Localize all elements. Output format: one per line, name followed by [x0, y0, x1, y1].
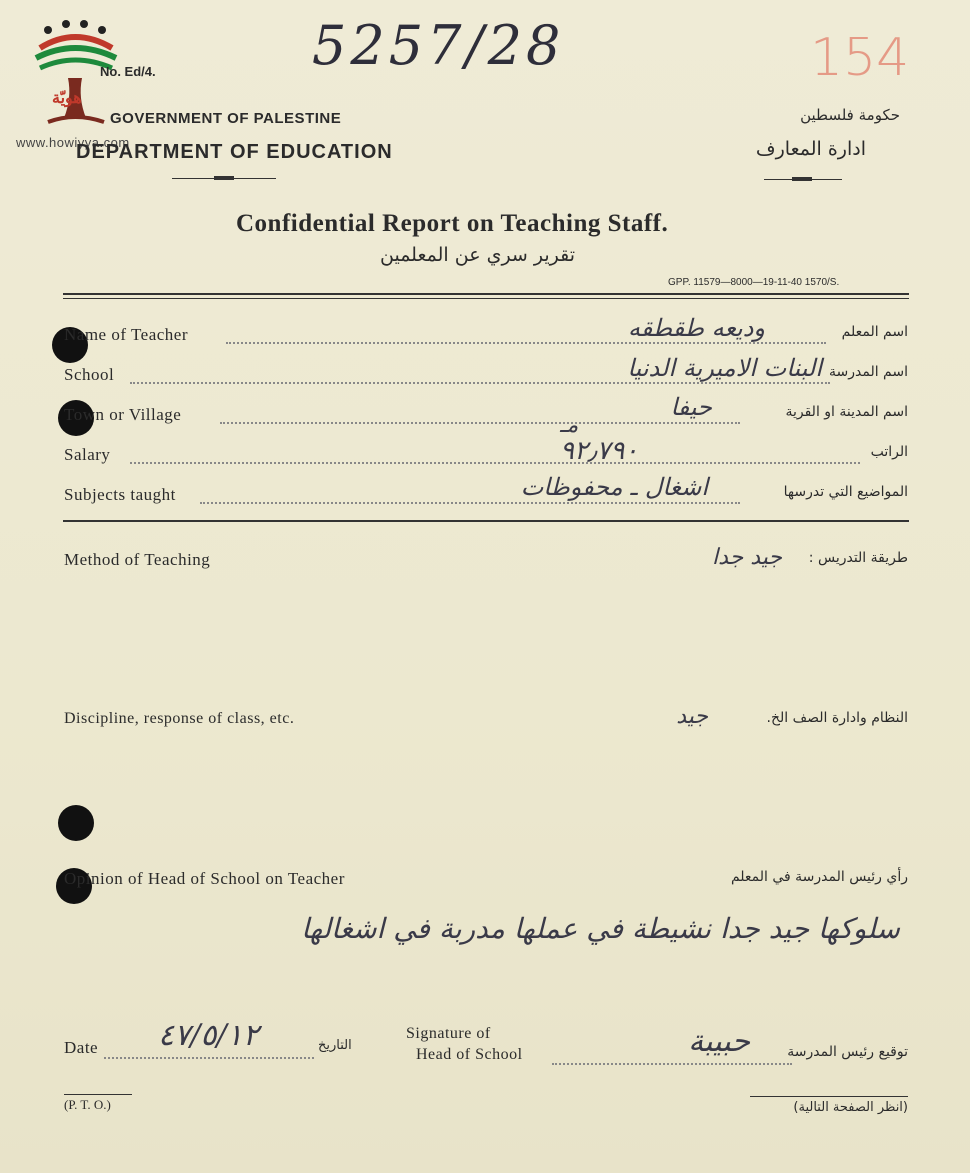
section-label-en: Discipline, response of class, etc.: [64, 710, 295, 727]
field-value: البنات الاميرية الدنيا: [627, 354, 822, 382]
file-number: 5257/28: [312, 14, 565, 77]
field-label-en: Name of Teacher: [64, 325, 188, 344]
fields-bottom-rule: [63, 520, 909, 522]
top-double-rule-1: [63, 293, 909, 295]
field-value: اشغال ـ محفوظات: [520, 473, 708, 501]
field-label-ar: المواضيع التي تدرسها: [783, 484, 908, 500]
field-label-ar: اسم المعلم: [841, 324, 908, 340]
field-label-en: School: [64, 365, 115, 384]
field-dots: [200, 502, 740, 504]
section-value: جيد جدا: [711, 545, 782, 570]
field-label-en: Town or Village: [64, 405, 182, 424]
department-title-ar: ادارة المعارف: [755, 138, 866, 160]
government-title-en: GOVERNMENT OF PALESTINE: [110, 110, 342, 127]
print-code: GPP. 11579—8000—19-11-40 1570/S.: [668, 277, 840, 288]
watermark-url: www.howiyya.com: [16, 135, 130, 150]
section-label-en: Opinion of Head of School on Teacher: [64, 869, 345, 888]
signature-label-ar: توقيع رئيس المدرسة: [787, 1044, 908, 1060]
field-value: وديعه طقطقه: [628, 314, 765, 342]
pto-en: (P. T. O.): [64, 1097, 111, 1112]
pto-rule-right: [750, 1096, 908, 1097]
section-label-ar: رأي رئيس المدرسة في المعلم: [730, 869, 908, 885]
section-label-ar: النظام وادارة الصف الخ.: [766, 710, 908, 726]
watermark-logo-text: هويّة: [52, 90, 82, 107]
page-number: 154: [810, 28, 910, 88]
department-title-en: DEPARTMENT OF EDUCATION: [76, 141, 393, 163]
report-title-ar: تقرير سري عن المعلمين: [380, 244, 576, 266]
signature-label-en-2: Head of School: [416, 1046, 523, 1063]
salary-note: مـ: [560, 413, 579, 438]
section-value: جيد: [676, 704, 708, 729]
field-dots: [220, 422, 740, 424]
section-label-ar: طريقة التدريس :: [808, 550, 908, 566]
field-dots: [226, 342, 826, 344]
pto-ar: (انظر الصفحة التالية): [793, 1100, 908, 1115]
date-label-ar: التاريخ: [318, 1038, 352, 1053]
government-title-ar: حكومة فلسطين: [800, 106, 900, 124]
field-label-ar: اسم المدرسة: [829, 364, 908, 380]
signature-dots: [552, 1063, 792, 1065]
date-dots: [104, 1057, 314, 1059]
punch-hole-3: [58, 805, 94, 841]
date-value: ٤٧/٥/١٢: [158, 1018, 259, 1053]
field-label-en: Subjects taught: [64, 485, 176, 504]
header-rule-right-bold: [792, 177, 812, 181]
field-label-ar: الراتب: [870, 444, 908, 460]
report-title-en: Confidential Report on Teaching Staff.: [236, 210, 669, 237]
field-dots: [130, 462, 860, 464]
pto-rule-left: [64, 1094, 132, 1095]
field-value: ٩٢٫٧٩٠: [560, 436, 639, 466]
field-dots: [130, 382, 830, 384]
field-value: حيفا: [670, 393, 712, 421]
section-label-en: Method of Teaching: [64, 550, 211, 569]
header-rule-left-bold: [214, 176, 234, 180]
field-label-ar: اسم المدينة او القرية: [785, 404, 908, 420]
section-value: سلوكها جيد جدا نشيطة في عملها مدربة في اشغالها: [301, 912, 900, 945]
signature-label-en-1: Signature of: [406, 1025, 491, 1042]
top-double-rule-2: [63, 298, 909, 299]
date-label-en: Date: [64, 1038, 99, 1057]
field-label-en: Salary: [64, 445, 111, 464]
form-number: No. Ed/4.: [100, 64, 156, 79]
signature-value: حبيبة: [688, 1024, 750, 1059]
